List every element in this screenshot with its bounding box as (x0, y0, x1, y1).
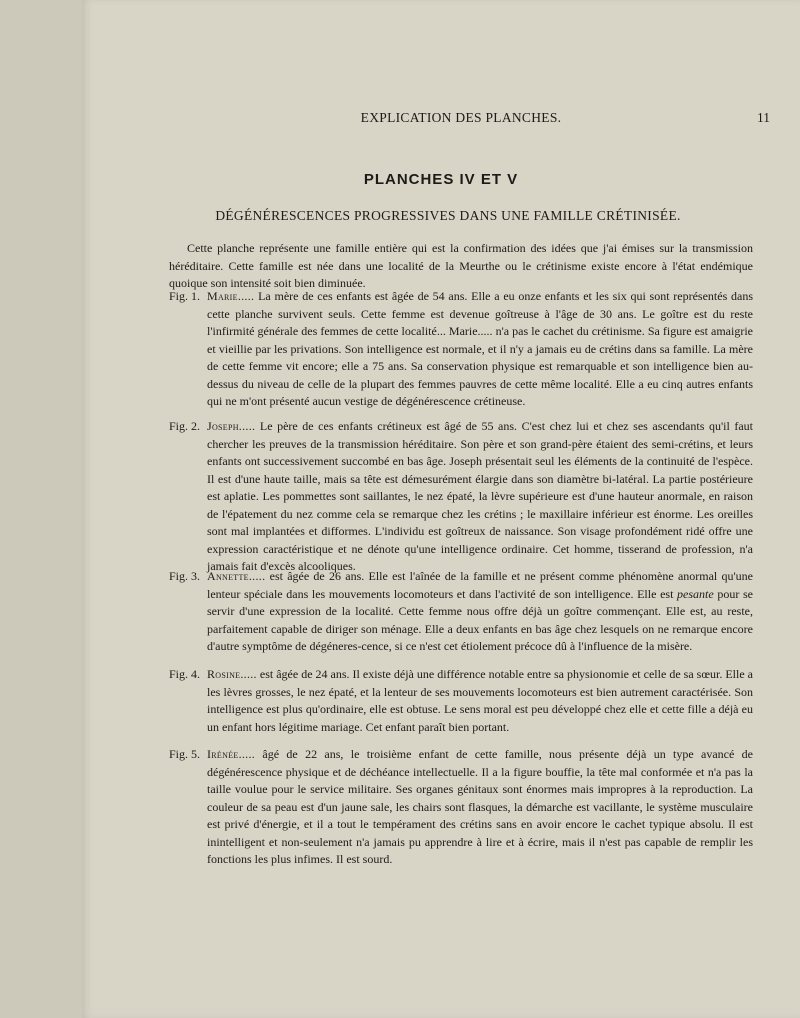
person-name: Irénée..... (207, 747, 256, 761)
figure-entry-2 (169, 418, 753, 576)
figure-label: Fig. 1. (169, 289, 201, 303)
running-title: EXPLICATION DES PLANCHES. (360, 110, 562, 125)
figure-text: Le père de ces enfants crétineux est âgé de 55 ans. C'est chez lui et chez ses ascendants qu'il faut chercher les preuves de la transmission héréditaire. Son père et son grand-père étaient des semi-crétins, et leurs enfants ont successivement succombé en bas âge. Joseph présentait seul les éléments de la continuité de l'espèce. Il est d'une haute taille, mais sa tête est démesurément élargie dans son diamètre bi-latéral. La partie postérieure est aplatie. Les pommettes sont saillantes, le nez épaté, la lèvre supérieure est d'une hauteur anormale, en raison de l'épatement du nez comme cela se remarque chez les crétins ; le maxillaire inférieur est énorme. Les oreilles sont mal implantées et difformes. L'individu est goîtreux de naissance. Son visage profondément ridé offre une expression caractéristique et ne dénote qu'une intelligence ordinaire. Cet homme, tisserand de profession, n'a jamais fait d'excès alcooliques. (207, 419, 753, 573)
figure-text: est âgée de 24 ans. Il existe déjà une différence notable entre sa physionomie et celle de sa sœur. Elle a les lèvres grosses, le nez épaté, et la lenteur de ses mouvements locomoteurs est bien autrement caractérisée. Son intelligence est plus qu'ordinaire, elle est obtuse. Le sens moral est peu développé chez elle et cette fille a déjà eu un enfant hors légitime mariage. Cet enfant paraît bien portant. (207, 667, 753, 734)
figure-text: est âgée de 26 ans. Elle est l'aînée de la famille et ne présent comme phénomène anormal qu'une lenteur spéciale dans les mouvements locomoteurs et dans l'activité de son intelligence. Elle est (207, 569, 753, 601)
figure-entry-5 (169, 746, 753, 869)
person-name: Rosine..... (207, 667, 257, 681)
person-name: Annette..... (207, 569, 266, 583)
figure-description (207, 666, 753, 736)
figure-entry-3 (169, 568, 753, 656)
figure-label: Fig. 2. (169, 419, 201, 433)
page-header (82, 110, 800, 130)
figure-label: Fig. 5. (169, 747, 201, 761)
figure-description (207, 418, 753, 576)
figure-entry-4 (169, 666, 753, 736)
person-name: Joseph..... (207, 419, 256, 433)
person-name: Marie..... (207, 289, 255, 303)
intro-paragraph: Cette planche représente une famille entière qui est la confirmation des idées que j'ai émises sur la transmission héréditaire. Cette famille est née dans une localité de la Meurthe ou le crétinisme existe encore à l'état endémique quoique son intensité soit bien diminuée. (169, 241, 753, 290)
section-subtitle: DÉGÉNÉRESCENCES PROGRESSIVES DANS UNE FAMILLE CRÉTINISÉE. (215, 208, 681, 223)
plate-title: PLANCHES IV ET V (363, 171, 519, 188)
figure-entry-1 (169, 288, 753, 411)
figure-text: pour se servir d'une expression de la localité. Cette femme nous offre déjà un goître commençant. Elle est, au reste, parfaitement capable de diriger son ménage. Elle a deux enfants en bas âge chez lesquels on ne remarque encore d'autre symptôme de dégéneres-cence, si ce n'est cet étiolement précoce dû à l'influence de la misère. (207, 586, 753, 653)
figure-label: Fig. 3. (169, 569, 201, 583)
figure-text: La mère de ces enfants est âgée de 54 ans. Elle a eu onze enfants et les six qui sont représentés dans cette planche survivent seuls. Cette femme est devenue goîtreuse à l'âge de 30 ans. Le goître est du reste l'infirmité générale des femmes de cette localité... Marie..... n'a pas le cachet du crétinisme. Sa figure est amaigrie et vieillie par les privations. Son intelligence est normale, et il n'y a jamais eu de crétins dans sa famille. La mère de cette femme vit encore; elle a 75 ans. Sa conservation physique est remarquable et son intelligence bien au-dessus du niveau de celle de la plupart des femmes pauvres de cette même localité. Elle a eu cinq autres enfants qui ne m'ont présenté aucun vestige de dégénérescence crétineuse. (207, 289, 753, 408)
figure-description (207, 568, 753, 656)
figure-description (207, 288, 753, 411)
figure-text-emphasis: pesante (677, 586, 714, 601)
figure-text: âgé de 22 ans, le troisième enfant de cette famille, nous présente déjà un type avancé de dégénérescence physique et de déchéance intellectuelle. Il a la figure bouffie, la tête mal conformée et n'a pas la taille voulue pour le service militaire. Ses organes génitaux sont énormes mais impropres à la reproduction. La couleur de sa peau est d'un jaune sale, les chairs sont flasques, la démarche est vacillante, le système musculaire est privé d'énergie, et il a tout le tempérament des crétins sans en avoir encore le cachet typique absolu. Il est inintelligent et non-seulement n'a jamais pu apprendre à lire et à écrire, mais il n'est pas capable de remplir les fonctions les plus infimes. Il est sourd. (207, 747, 753, 866)
figure-description (207, 746, 753, 869)
book-page (82, 0, 800, 1018)
figure-label: Fig. 4. (169, 667, 201, 681)
page-number: 11 (757, 110, 770, 125)
